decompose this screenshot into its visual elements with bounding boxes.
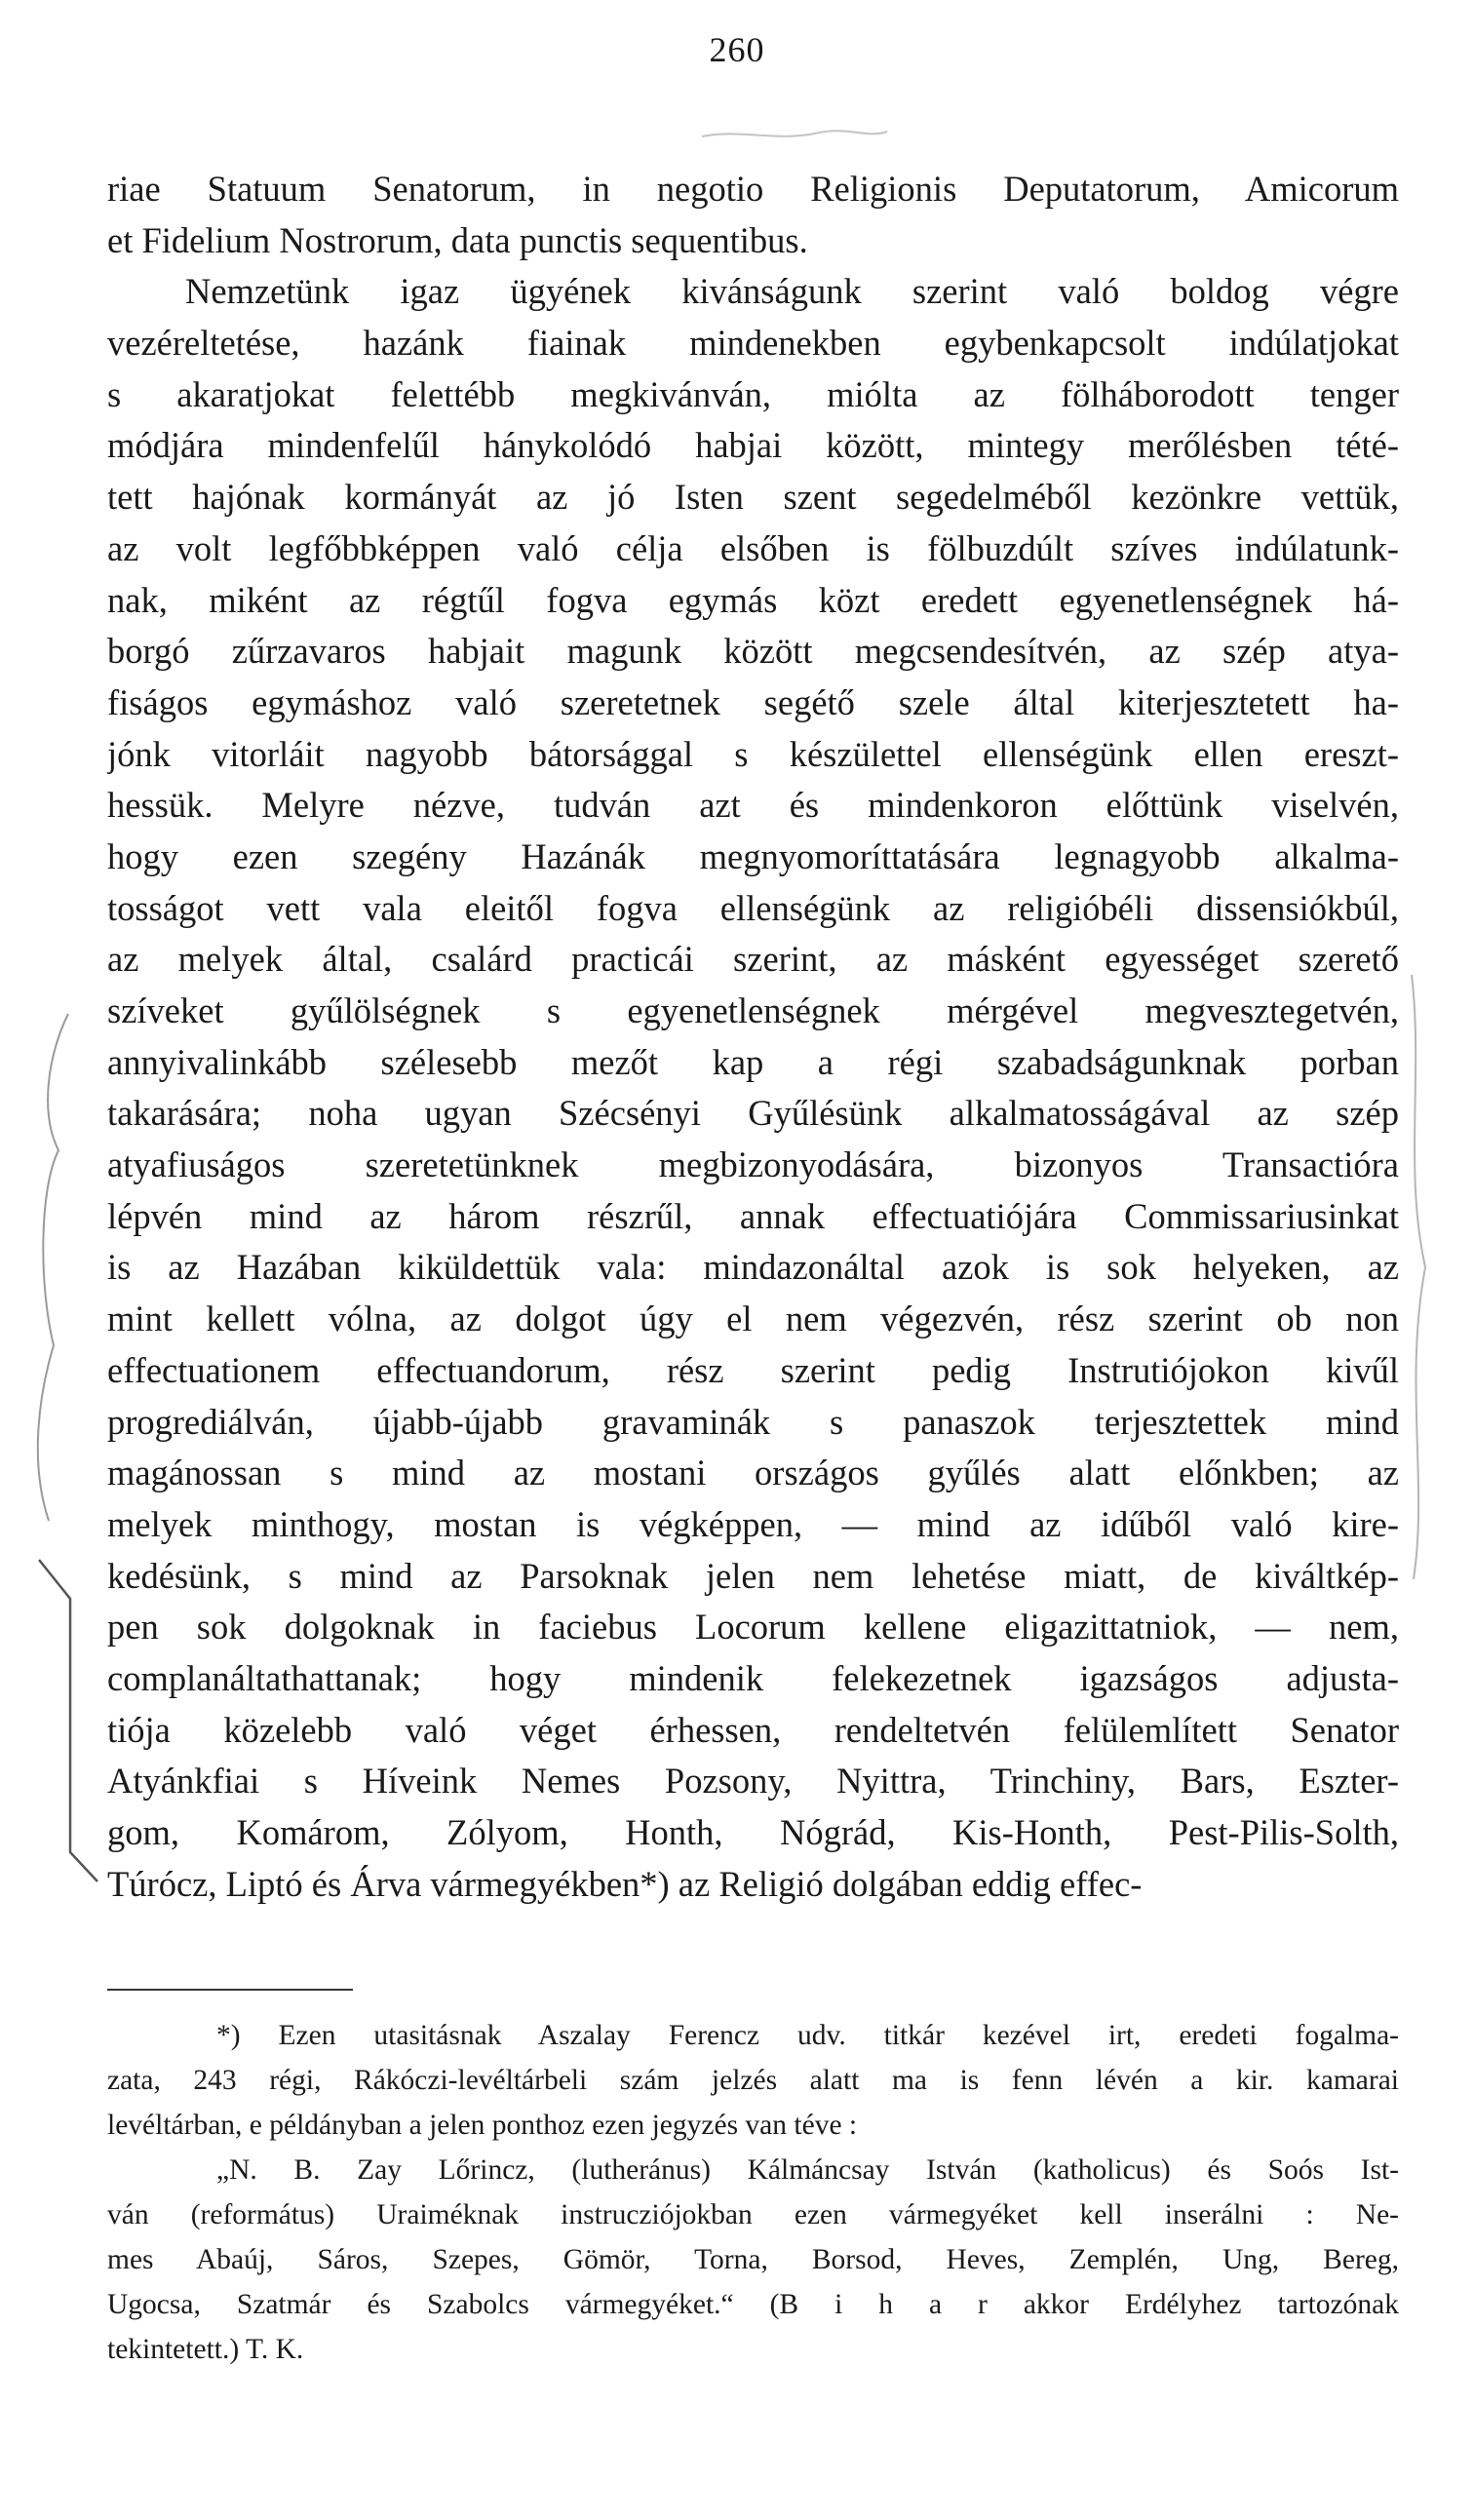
body-line: progrediálván, újabb-újabb gravaminák s panaszok terjesztettek mind [107, 1401, 1399, 1442]
body-line: gom, Komárom, Zólyom, Honth, Nógrád, Kis-Honth, Pest-Pilis-Solth, [107, 1812, 1399, 1852]
body-line: módjára mindenfelűl hánykolódó habjai között, mintegy merőlésben tété- [107, 425, 1399, 466]
body-line: melyek minthogy, mostan is végképpen, — mind az idűből való kire- [107, 1503, 1399, 1544]
footnote-line: Ugocsa, Szatmár és Szabolcs vármegyéket.“ (B i h a r akkor Erdélyhez tartozónak [107, 2289, 1399, 2320]
body-line: tiója közelebb való véget érhessen, rendeltetvén felülemlített Senator [107, 1709, 1399, 1750]
body-line: nak, miként az régtűl fogva egymás közt eredett egyenetlenségnek há- [107, 579, 1399, 620]
footnote-line: mes Abaúj, Sáros, Szepes, Gömör, Torna, Borsod, Heves, Zemplén, Ung, Bereg, [107, 2244, 1399, 2275]
footnote [107, 2013, 1399, 2372]
body-line: hessük. Melyre nézve, tudván azt és mindenkoron előttünk viselvén, [107, 785, 1399, 826]
body-line: szíveket gyűlölségnek s egyenetlenségnek mérgével megvesztegetvén, [107, 990, 1399, 1030]
pencil-scribble [702, 131, 887, 136]
margin-bracket-right [1412, 975, 1425, 1579]
body-line: hogy ezen szegény Hazánák megnyomoríttatására legnagyobb alkalma- [107, 835, 1399, 876]
body-line: kedésünk, s mind az Parsoknak jelen nem lehetése miatt, de kiváltkép- [107, 1555, 1399, 1596]
body-line: az melyek által, csalárd practicái szerint, az másként egyességet szerető [107, 939, 1399, 980]
body-line: pen sok dolgoknak in faciebus Locorum kellene eligazittatniok, — nem, [107, 1607, 1399, 1648]
body-line: tett hajónak kormányát az jó Isten szent segedelméből kezönkre vettük, [107, 477, 1399, 518]
page-number: 260 [709, 30, 765, 69]
body-line: lépvén mind az három részrűl, annak effectuatiójára Commissariusinkat [107, 1195, 1399, 1236]
body-line: borgó zűrzavaros habjait magunk között megcsendesítvén, az szép atya- [107, 631, 1399, 672]
body-line: is az Hazában kiküldettük vala: mindazonáltal azok is sok helyeken, az [107, 1247, 1399, 1288]
body-line: jónk vitorláit nagyobb bátorsággal s készülettel ellenségünk ellen ereszt- [107, 733, 1399, 774]
footnote-divider [107, 1989, 353, 1991]
body-line: complanáltathattanak; hogy mindenik felekezetnek igazságos adjusta- [107, 1657, 1399, 1698]
body-line: s akaratjokat felettébb megkivánván, miólta az fölháborodott tenger [107, 373, 1399, 414]
body-text [107, 164, 1399, 1910]
body-line: magánossan s mind az mostani országos gyűlés alatt előnkben; az [107, 1453, 1399, 1493]
footnote-line: ván (református) Uraiméknak instrucziójokban ezen vármegyéket kell inserálni : Ne- [107, 2199, 1399, 2230]
body-line: Nemzetünk igaz ügyének kivánságunk szerint való boldog végre [185, 271, 1399, 312]
body-line: vezéreltetése, hazánk fiainak mindenekben egybenkapcsolt indúlatjokat [107, 323, 1399, 364]
body-line: takarására; noha ugyan Szécsényi Gyűlésünk alkalmatosságával az szép [107, 1093, 1399, 1134]
body-line: tosságot vett vala eleitől fogva ellenségünk az religióbéli dissensiókbúl, [107, 887, 1399, 928]
footnote-line: levéltárban, e példányban a jelen ponthoz ezen jegyzés van téve : [107, 2110, 858, 2141]
body-line: Atyánkfiai s Híveink Nemes Pozsony, Nyittra, Trinchiny, Bars, Eszter- [107, 1761, 1399, 1802]
body-line: fiságos egymáshoz való szeretetnek segétő szele által kiterjesztetett ha- [107, 681, 1399, 722]
footnote-line: zata, 243 régi, Rákóczi-levéltárbeli szám jelzés alatt ma is fenn lévén a kir. kamarai [107, 2065, 1399, 2096]
footnote-line: tekintetett.) T. K. [107, 2334, 304, 2365]
footnote-line: „N. B. Zay Lőrincz, (lutheránus) Kálmáncsay István (katholicus) és Soós Ist- [216, 2154, 1399, 2186]
body-line: Túrócz, Liptó és Árva vármegyékben*) az Religió dolgában eddig effec- [107, 1863, 1143, 1904]
body-line: az volt legfőbbképpen való célja elsőben is fölbuzdúlt szíves indúlatunk- [107, 527, 1399, 568]
body-line: atyafiuságos szeretetünknek megbizonyodására, bizonyos Transactióra [107, 1144, 1399, 1185]
body-line: riae Statuum Senatorum, in negotio Religionis Deputatorum, Amicorum [107, 169, 1399, 209]
footnote-line: *) Ezen utasitásnak Aszalay Ferencz udv. titkár kezével irt, eredeti fogalma- [216, 2020, 1399, 2051]
body-line: mint kellett vólna, az dolgot úgy el nem végezvén, rész szerint ob non [107, 1299, 1399, 1339]
margin-bracket-left [38, 1014, 68, 1521]
margin-bracket-left-lower [39, 1560, 97, 1881]
body-line: et Fidelium Nostrorum, data punctis sequentibus. [107, 219, 808, 260]
body-line: annyivalinkább szélesebb mezőt kap a régi szabadságunknak porban [107, 1041, 1399, 1082]
body-line: effectuationem effectuandorum, rész szerint pedig Instrutiójokon kivűl [107, 1349, 1399, 1390]
